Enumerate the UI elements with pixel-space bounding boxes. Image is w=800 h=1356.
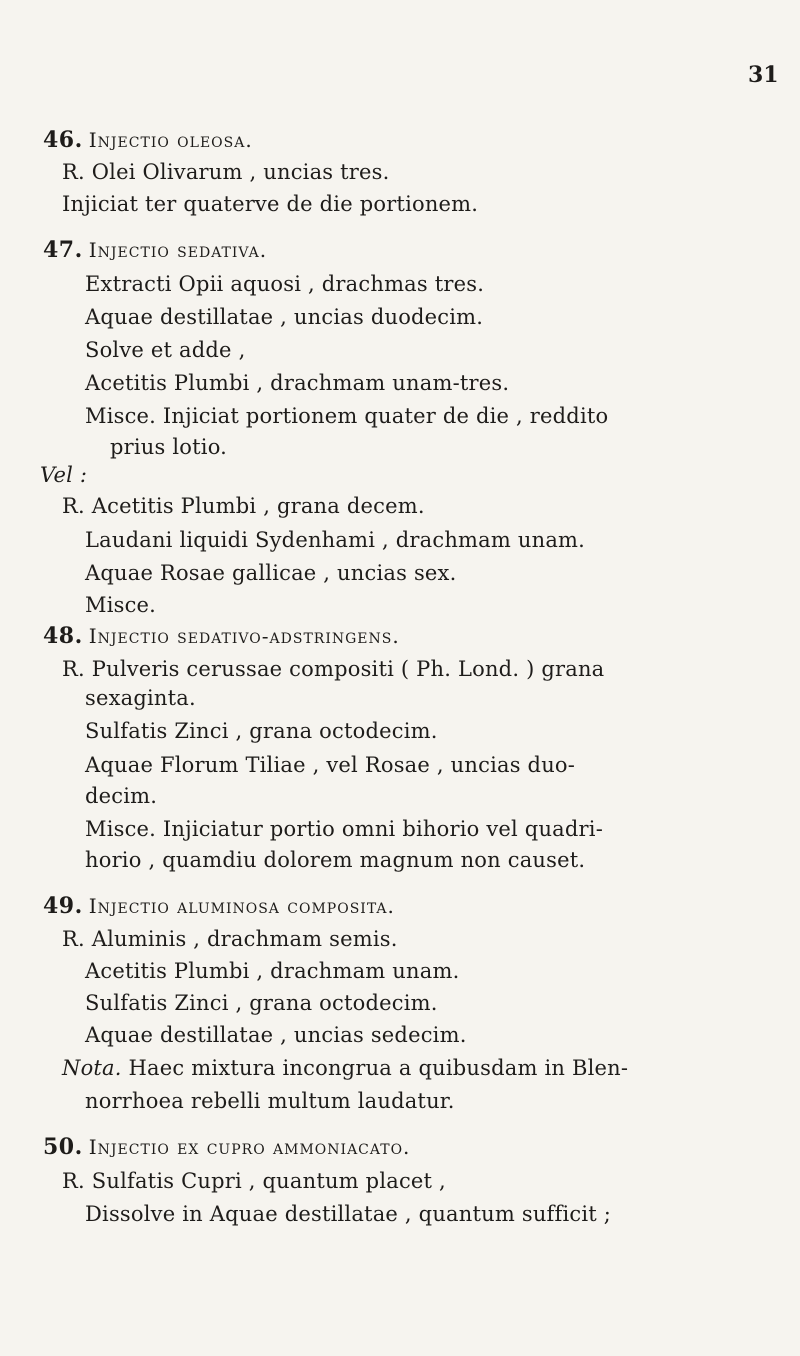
section-heading-50 [43, 1133, 410, 1161]
text-line: Misce. Injiciat portionem quater de die , reddito [85, 404, 609, 428]
text-line: Aquae Florum Tiliae , vel Rosae , uncias duo- [85, 753, 576, 777]
nota-line [62, 1054, 628, 1082]
text-line: Sulfatis Zinci , grana octodecim. [85, 991, 438, 1015]
section-heading-47 [43, 236, 267, 264]
text-line: R. Acetitis Plumbi , grana decem. [62, 494, 425, 518]
text-line: R. Aluminis , drachmam semis. [62, 927, 398, 951]
section-number: 46. [43, 127, 83, 153]
section-heading-48 [43, 622, 400, 650]
text-line: Aquae destillatae , uncias sedecim. [85, 1023, 467, 1047]
section-number: 48. [43, 623, 83, 649]
text-line: Aquae Rosae gallicae , uncias sex. [85, 561, 457, 585]
section-title: Injectio ex cupro ammoniacato. [88, 1135, 411, 1159]
nota-label: Nota. [62, 1056, 122, 1080]
text-line: R. Sulfatis Cupri , quantum placet , [62, 1169, 446, 1193]
text-line: prius lotio. [110, 435, 228, 459]
page-number: 31 [748, 62, 779, 88]
section-title: Injectio sedativo-adstringens. [88, 624, 400, 648]
text-line: Acetitis Plumbi , drachmam unam. [85, 959, 460, 983]
section-title: Injectio oleosa. [88, 128, 253, 152]
text-line: Misce. [85, 593, 157, 617]
section-number: 47. [43, 237, 83, 263]
section-title: Injectio sedativa. [88, 238, 268, 262]
text-line: horio , quamdiu dolorem magnum non causet. [85, 848, 586, 872]
text-line: Laudani liquidi Sydenhami , drachmam unam. [85, 528, 586, 552]
section-number: 50. [43, 1134, 83, 1160]
section-title: Injectio aluminosa composita. [88, 894, 395, 918]
nota-text: Haec mixtura incongrua a quibusdam in Blen- [128, 1056, 629, 1080]
text-line: norrhoea rebelli multum laudatur. [85, 1089, 455, 1113]
text-line: Acetitis Plumbi , drachmam unam-tres. [85, 371, 510, 395]
text-line: decim. [85, 784, 158, 808]
text-line: Injiciat ter quaterve de die portionem. [62, 192, 479, 216]
text-line: R. Pulveris cerussae compositi ( Ph. Lond. ) grana [62, 657, 605, 681]
text-line: Sulfatis Zinci , grana octodecim. [85, 719, 438, 743]
vel-label: Vel : [40, 463, 88, 487]
text-line: sexaginta. [85, 686, 196, 710]
text-line: Misce. Injiciatur portio omni bihorio vel quadri- [85, 817, 603, 841]
text-line: Aquae destillatae , uncias duodecim. [85, 305, 484, 329]
section-heading-49 [43, 892, 395, 920]
section-number: 49. [43, 893, 83, 919]
text-line: Solve et adde , [85, 338, 246, 362]
text-line: Extracti Opii aquosi , drachmas tres. [85, 272, 485, 296]
text-line: R. Olei Olivarum , uncias tres. [62, 160, 390, 184]
section-heading-46 [43, 126, 253, 154]
text-line: Dissolve in Aquae destillatae , quantum sufficit ; [85, 1202, 612, 1226]
